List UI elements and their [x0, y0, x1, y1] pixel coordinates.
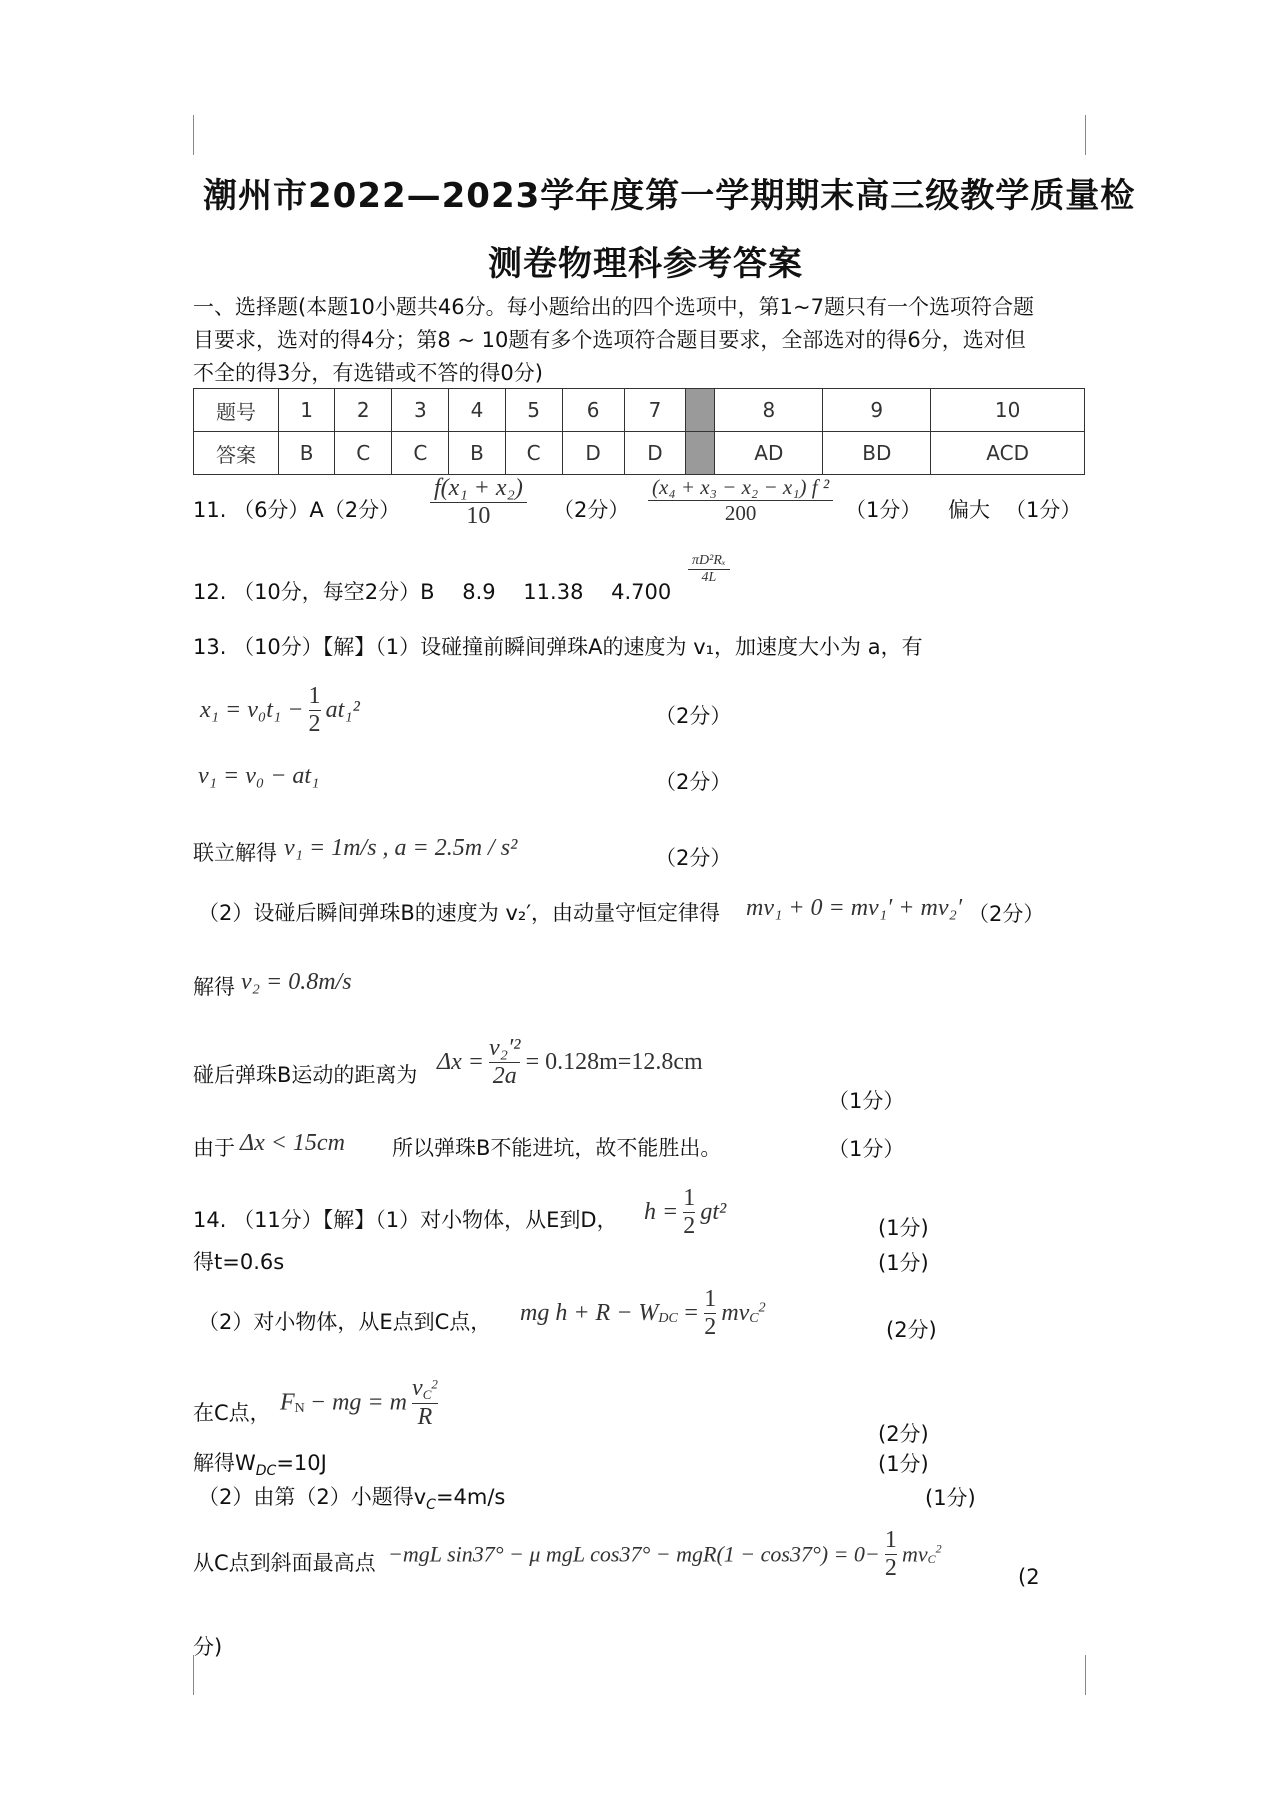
q12-denominator: 4L [701, 570, 717, 585]
q14-p3-text: （2）由第（2）小题得v [198, 1485, 427, 1509]
q14-p2-rhs-sub: C [749, 1311, 759, 1327]
q11-f1-numerator: f(x₁ + x₂) [434, 475, 523, 501]
q14-t-result: 得t=0.6s [193, 1250, 285, 1274]
q13-dist-score: （1分） [828, 1089, 905, 1113]
q14-c-sub: N [294, 1400, 305, 1416]
q11-score-1: （2分） [553, 498, 630, 522]
table-cell: 6 [562, 389, 624, 432]
q13-concl-text: 所以弹珠B不能进坑，故不能胜出。 [392, 1136, 722, 1160]
q14-c-den: R [417, 1404, 433, 1431]
q11-f2-numerator: (x₄ + x₃ − x₂ − x₁) f ² [652, 475, 830, 499]
q13-concl-eq: Δx < 15cm [240, 1130, 345, 1156]
table-cell: 8 [715, 389, 823, 432]
q14-w-sub: DC [255, 1463, 277, 1480]
q14-p2-mid: = [682, 1300, 700, 1326]
crop-mark-top-right [1085, 115, 1086, 155]
q14-c-num: v [412, 1375, 423, 1401]
q14-p3 [198, 1482, 505, 1520]
q13-eq2-score: （2分） [655, 770, 732, 794]
table-cell: B [279, 432, 335, 475]
q14-p3-score: (1分) [925, 1486, 976, 1510]
q14-clipped-score-2 [886, 1318, 937, 1342]
clipped-score-text: (1分) [878, 1216, 929, 1240]
q14-h-den: 2 [683, 1213, 696, 1239]
q13-solve-eq: v₂ = 0.8m/s [241, 969, 352, 995]
page-title-line2: 测卷物理科参考答案 [488, 244, 803, 284]
q14-t-score: (1分) [878, 1251, 929, 1275]
q14-w-score: (1分) [878, 1452, 929, 1476]
q14-h-eq [644, 1185, 726, 1240]
q14-h-rhs: gt² [700, 1199, 727, 1225]
q13-eq3: v₁ = 1m/s , a = 2.5m / s² [284, 835, 518, 861]
q14-p2-eq [520, 1286, 766, 1341]
q13-dist-eq [437, 1035, 703, 1090]
q11-prefix: 11. （6分）A（2分） [193, 498, 401, 522]
table-cell: 7 [624, 389, 686, 432]
q14-clipped-score-1 [878, 1216, 929, 1240]
table-cell: 2 [335, 389, 392, 432]
q13-dist-num: v₂′² [489, 1035, 521, 1061]
q14-c-num-sup: 2 [431, 1376, 438, 1392]
q13-eq1-den: 2 [308, 711, 321, 737]
q14-c-num-wrap [412, 1375, 438, 1403]
q13-eq3-prefix: 联立解得 [193, 841, 277, 865]
q13-dist-prefix: 碰后弹珠B运动的距离为 [193, 1063, 418, 1087]
q14-p2-den: 2 [704, 1314, 717, 1340]
q14-last-lhs: −mgL sin37° − μ mgL cos37° − mgR(1 − cos37°) = 0− [388, 1541, 880, 1567]
table-cell: 10 [931, 389, 1085, 432]
q13-eq1-num: 1 [308, 683, 321, 709]
table-cell: B [449, 432, 505, 475]
table-gray-separator [686, 432, 715, 475]
q14-c-lhs: F [280, 1389, 295, 1416]
q14-w-rest: =10J [276, 1451, 327, 1475]
section1-line2: 目要求，选对的得4分；第8 ~ 10题有多个选项符合题目要求，全部选对的得6分，选对但 [193, 328, 1026, 352]
table-cell: C [335, 432, 392, 475]
q14-w-text: 解得W [193, 1451, 256, 1475]
table-cell: AD [715, 432, 823, 475]
table-cell: D [562, 432, 624, 475]
q13-eq2: v₁ = v₀ − at₁ [198, 763, 320, 789]
q14-w-result [193, 1448, 327, 1486]
section1-line1: 一、选择题(本题10小题共46分。每小题给出的四个选项中，第1~7题只有一个选项符合题 [193, 295, 1034, 319]
table-cell: C [392, 432, 449, 475]
table-cell: 5 [505, 389, 562, 432]
table-cell: D [624, 432, 686, 475]
q14-last-den: 2 [884, 1555, 897, 1581]
q14-p2-sub: DC [658, 1311, 678, 1327]
q13-eq1-lhs: x₁ = v₀t₁ − [200, 697, 304, 723]
q13-concl-prefix: 由于 [193, 1136, 235, 1160]
q14-p3-sub: C [426, 1497, 436, 1514]
q14-p3-rest: =4m/s [435, 1485, 506, 1509]
table-cell: BD [823, 432, 931, 475]
q11-bias: 偏大 [948, 498, 990, 522]
q13-solve-prefix: 解得 [193, 975, 235, 999]
q14-h-num: 1 [683, 1185, 696, 1211]
q12-fraction [688, 553, 730, 586]
table-cell: 1 [279, 389, 335, 432]
q13-eq3-score: （2分） [655, 846, 732, 870]
q11-f1-denominator: 10 [466, 503, 491, 529]
table-cell: 3 [392, 389, 449, 432]
q14-p2-text: （2）对小物体，从E点到C点， [198, 1310, 492, 1334]
q11-fraction-2 [648, 475, 833, 526]
q14-p2-num: 1 [704, 1286, 717, 1312]
q14-last-rhs-sup: 2 [935, 1541, 942, 1556]
table-row-numbers [194, 389, 1085, 432]
q14-last-rhs-sub: C [927, 1552, 936, 1567]
table-row-answers [194, 432, 1085, 475]
q14-last-rhs: mv [901, 1541, 928, 1567]
q13-eq1-score: （2分） [655, 704, 732, 728]
q13-dist-rhs: = 0.128m=12.8cm [525, 1049, 703, 1075]
table-cell: ACD [931, 432, 1085, 475]
q12-text: 12. （10分，每空2分）B 8.9 11.38 4.700 [193, 580, 672, 604]
q13-eq1-rhs: at₁² [325, 697, 360, 723]
q12-numerator: πD²Rₓ [692, 553, 726, 568]
q11-score-3: （1分） [1005, 498, 1082, 522]
q13-dist-lhs: Δx = [437, 1049, 484, 1075]
q13-eq1 [200, 683, 360, 738]
q14-p2-rhs: mv [721, 1300, 750, 1326]
q14-h-lhs: h = [644, 1199, 679, 1225]
section1-line3: 不全的得3分，有选错或不答的得0分) [193, 361, 543, 385]
q14-c-mid: − mg = m [309, 1389, 407, 1416]
table-header-label: 题号 [194, 389, 279, 432]
table-cell: C [505, 432, 562, 475]
q14-c-score: (2分) [878, 1422, 929, 1446]
q14-c-prefix: 在C点， [193, 1401, 271, 1425]
q14-c-num-sub: C [422, 1387, 432, 1403]
q13-dist-den: 2a [492, 1063, 517, 1089]
q14-intro: 14. （11分）【解】（1）对小物体，从E到D， [193, 1208, 618, 1232]
q11-f2-denominator: 200 [724, 501, 757, 525]
q13-intro: 13. （10分）【解】（1）设碰撞前瞬间弹珠A的速度为 v₁，加速度大小为 a，有 [193, 635, 923, 659]
q11-score-2: （1分） [845, 498, 922, 522]
q13-part2-text: （2）设碰后瞬间弹珠B的速度为 v₂′，由动量守恒定律得 [198, 901, 721, 925]
q13-concl-score: （1分） [828, 1137, 905, 1161]
q14-p2-rhs-sup: 2 [758, 1300, 766, 1316]
clipped-score-text: (2分) [886, 1318, 937, 1342]
q13-part2-score: （2分） [968, 902, 1045, 926]
crop-mark-top-left [193, 115, 194, 155]
q13-part2-eq: mv₁ + 0 = mv₁′ + mv₂′ [746, 895, 963, 921]
q11-fraction-1 [430, 475, 527, 530]
table-answer-label: 答案 [194, 432, 279, 475]
table-gray-separator [686, 389, 715, 432]
table-cell: 9 [823, 389, 931, 432]
q14-last-score-1: (2 [1018, 1565, 1040, 1589]
q14-last-eq [388, 1527, 942, 1582]
q14-p2-lhs: mg h + R − W [520, 1300, 659, 1326]
q14-last-num: 1 [884, 1527, 897, 1553]
q14-last-prefix: 从C点到斜面最高点 [193, 1551, 376, 1575]
crop-mark-bottom-right [1085, 1655, 1086, 1695]
table-cell: 4 [449, 389, 505, 432]
page-title-line1: 潮州市2022—2023学年度第一学期期末高三级教学质量检 [203, 176, 1136, 216]
q14-last-score-2: 分) [193, 1635, 223, 1659]
q14-c-eq [280, 1375, 438, 1431]
answer-table [193, 388, 1085, 475]
